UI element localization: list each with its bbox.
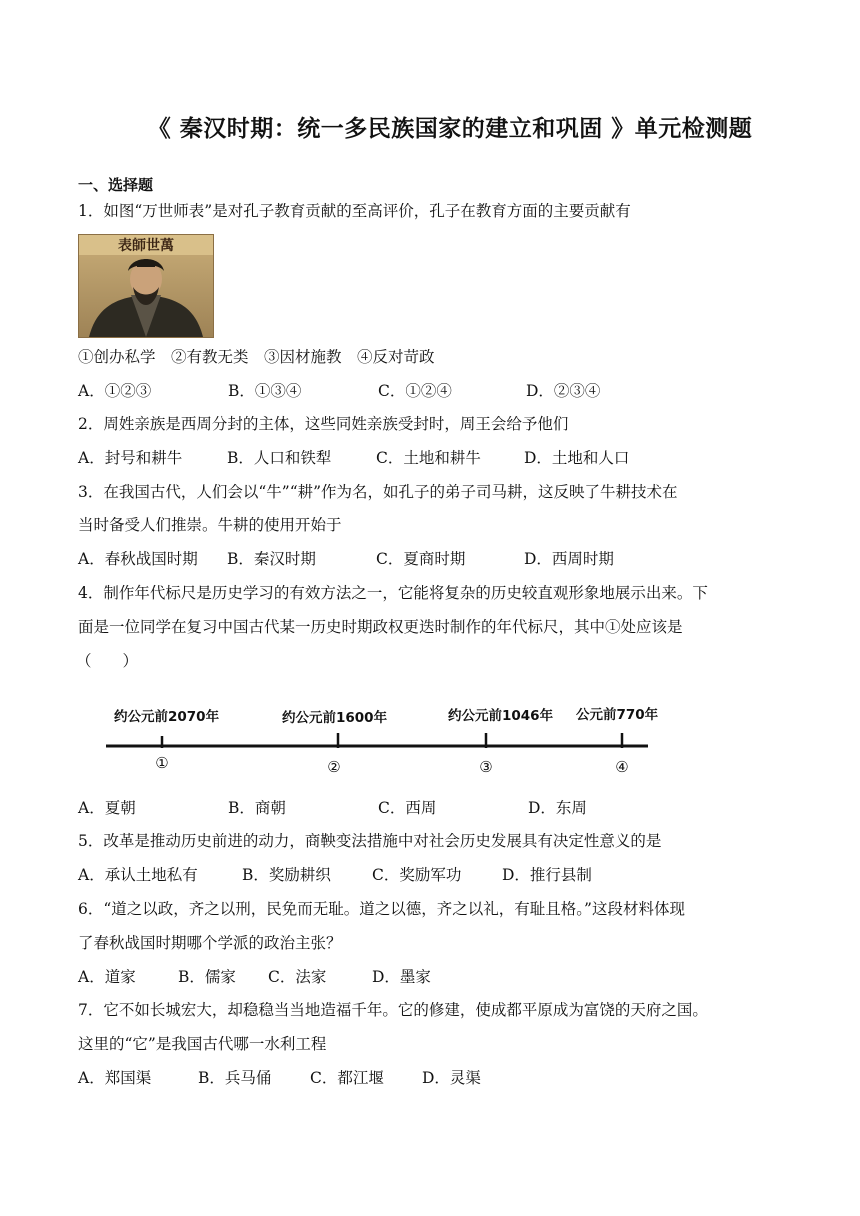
q3-option-a[interactable]: A．春秋战国时期 — [78, 550, 198, 568]
q2-option-c[interactable]: C．土地和耕牛 — [376, 449, 481, 467]
confucius-portrait-image — [78, 234, 214, 338]
q6-option-c[interactable]: C．法家 — [268, 968, 327, 986]
question-4-stem-line-1: 4．制作年代标尺是历史学习的有效方法之一，它能将复杂的历史较直观形象地展示出来。下 — [78, 584, 708, 602]
question-5-options — [78, 864, 592, 886]
q5-option-a[interactable]: A．承认土地私有 — [78, 866, 198, 884]
q4-option-d[interactable]: D．东周 — [528, 799, 587, 817]
timeline-mark-3: ③ — [479, 758, 493, 776]
q5-option-b[interactable]: B．奖励耕织 — [242, 866, 331, 884]
timeline-label-4: 公元前770年 — [576, 707, 659, 723]
q7-option-b[interactable]: B．兵马俑 — [198, 1069, 272, 1087]
q4-option-c[interactable]: C．西周 — [378, 799, 437, 817]
q6-option-a[interactable]: A．道家 — [78, 968, 136, 986]
question-1-stem: 1．如图“万世师表”是对孔子教育贡献的至高评价，孔子在教育方面的主要贡献有 — [78, 202, 631, 220]
q6-option-d[interactable]: D．墨家 — [372, 968, 431, 986]
q4-option-b[interactable]: B．商朝 — [228, 799, 286, 817]
q1-option-b[interactable]: B．①③④ — [228, 382, 302, 400]
question-1-items: ①创办私学 ②有教无类 ③因材施教 ④反对苛政 — [78, 348, 435, 366]
question-7-stem-line-1: 7．它不如长城宏大，却稳稳当当地造福千年。它的修建，使成都平原成为富饶的天府之国。 — [78, 1001, 708, 1019]
timeline-label-1: 约公元前2070年 — [114, 709, 220, 725]
timeline-label-2: 约公元前1600年 — [282, 710, 388, 726]
q5-option-d[interactable]: D．推行县制 — [502, 866, 592, 884]
q7-option-c[interactable]: C．都江堰 — [310, 1069, 384, 1087]
page-title: 《 秦汉时期：统一多民族国家的建立和巩固 》单元检测题 — [147, 116, 753, 142]
q2-option-b[interactable]: B．人口和铁犁 — [227, 449, 332, 467]
q5-option-c[interactable]: C．奖励军功 — [372, 866, 462, 884]
q7-option-a[interactable]: A．郑国渠 — [78, 1069, 152, 1087]
timeline-mark-1: ① — [155, 754, 169, 772]
q6-option-b[interactable]: B．儒家 — [178, 968, 236, 986]
question-5-stem: 5．改革是推动历史前进的动力，商鞅变法措施中对社会历史发展具有决定性意义的是 — [78, 832, 662, 850]
q4-option-a[interactable]: A．夏朝 — [78, 799, 136, 817]
portrait-caption: 表師世萬 — [118, 238, 174, 254]
q3-option-c[interactable]: C．夏商时期 — [376, 550, 466, 568]
timeline-mark-2: ② — [327, 758, 341, 776]
q1-option-c[interactable]: C．①②④ — [378, 382, 452, 400]
section-heading: 一、选择题 — [78, 176, 154, 194]
question-2-stem: 2．周姓亲族是西周分封的主体，这些同姓亲族受封时，周王会给予他们 — [78, 415, 569, 433]
q3-option-b[interactable]: B．秦汉时期 — [227, 550, 316, 568]
question-7-options — [78, 1067, 481, 1089]
question-6-options — [78, 966, 431, 988]
q7-option-d[interactable]: D．灵渠 — [422, 1069, 481, 1087]
question-7-stem-line-2: 这里的“它”是我国古代哪一水利工程 — [78, 1035, 327, 1053]
question-4-options — [78, 797, 587, 819]
question-4-blank: （ ） — [76, 652, 139, 670]
timeline-label-3: 约公元前1046年 — [448, 708, 554, 724]
q3-option-d[interactable]: D．西周时期 — [524, 550, 614, 568]
q1-option-a[interactable]: A．①②③ — [78, 382, 152, 400]
question-3-stem-line-2: 当时备受人们推崇。牛耕的使用开始于 — [78, 516, 342, 534]
timeline-ruler — [100, 696, 670, 786]
confucius-portrait-icon — [79, 235, 213, 337]
question-3-stem-line-1: 3．在我国古代，人们会以“牛”“耕”作为名，如孔子的弟子司马耕，这反映了牛耕技术在 — [78, 483, 678, 501]
question-3-options — [78, 548, 614, 570]
q1-option-d[interactable]: D．②③④ — [526, 382, 601, 400]
question-1-options — [78, 380, 600, 402]
question-6-stem-line-1: 6．“道之以政，齐之以刑，民免而无耻。道之以德，齐之以礼，有耻且格。”这段材料体现 — [78, 900, 685, 918]
question-6-stem-line-2: 了春秋战国时期哪个学派的政治主张？ — [78, 934, 342, 952]
q2-option-a[interactable]: A．封号和耕牛 — [78, 449, 183, 467]
question-4-stem-line-2: 面是一位同学在复习中国古代某一历史时期政权更迭时制作的年代标尺，其中①处应该是 — [78, 618, 683, 636]
q2-option-d[interactable]: D．土地和人口 — [524, 449, 630, 467]
question-2-options — [78, 447, 629, 469]
timeline-mark-4: ④ — [615, 758, 629, 776]
